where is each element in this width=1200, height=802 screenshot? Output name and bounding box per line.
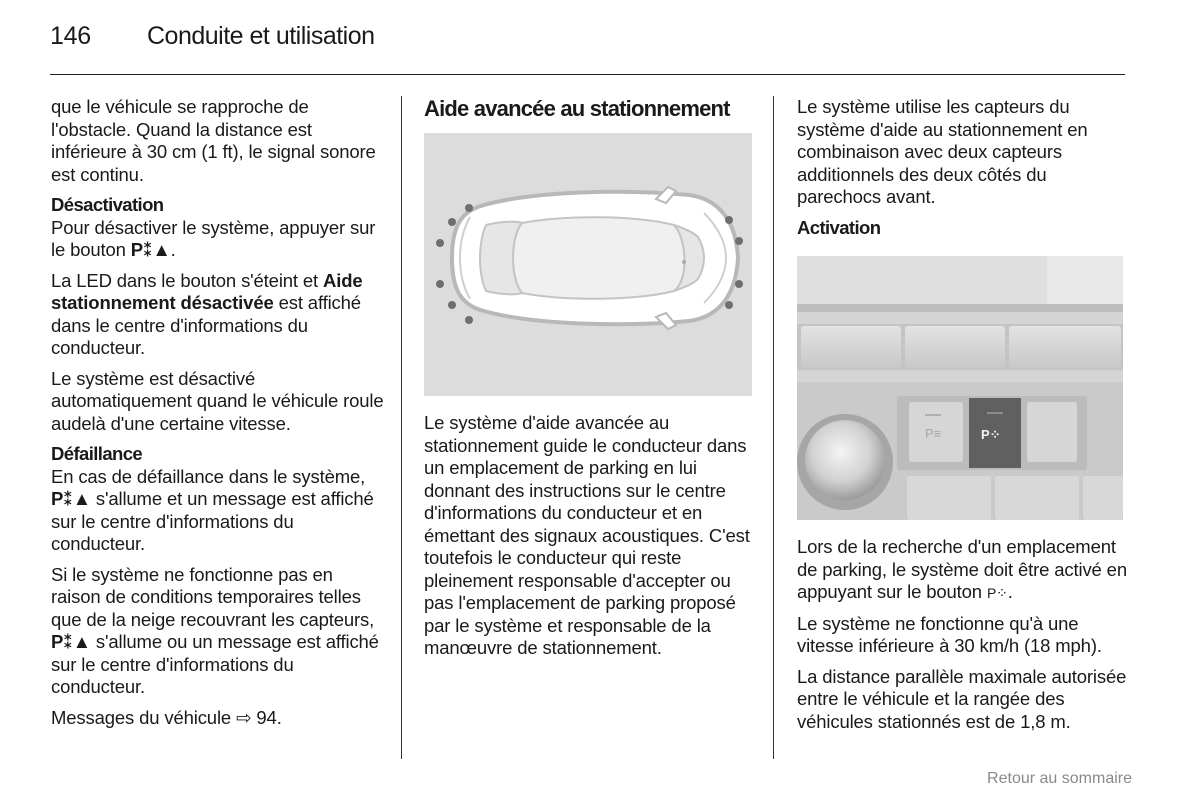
column-1	[51, 96, 386, 737]
advanced-park-assist-text	[424, 412, 759, 668]
section-title: Conduite et utilisation	[147, 22, 375, 50]
park-button-icon: P⁑▲	[51, 631, 91, 652]
page-number: 146	[50, 22, 91, 50]
activation-button-photo	[797, 256, 1123, 520]
column-3	[797, 96, 1132, 239]
deactivation-paragraph-2: La LED dans le bouton s'éteint et Aide stationnement désactivée est affiché dans le centre d'informations du conducteur.	[51, 269, 363, 358]
back-to-contents-link[interactable]: Retour au sommaire	[987, 770, 1132, 787]
reference-arrow-icon: ⇨	[236, 706, 252, 728]
advanced-park-assist-heading: Aide avancée au stationnement	[424, 96, 730, 121]
failure-paragraph-1: En cas de défaillance dans le système, P⁑▲ s'allume et un message est affiché sur le centre d'informations du conducteur.	[51, 465, 374, 554]
svg-text:P≡: P≡	[925, 426, 942, 441]
deactivation-paragraph-3: Le système est désactivé automatiquement quand le véhicule roule audelà d'une certaine vitesse.	[51, 367, 384, 434]
activation-heading: Activation	[797, 216, 881, 238]
activation-paragraph-3: La distance parallèle maximale autorisée entre le véhicule et la rangée des véhicules stationnés est de 1,8 m.	[797, 665, 1127, 732]
park-assist-icon: P⁘	[986, 585, 1008, 601]
sensors-paragraph: Le système utilise les capteurs du système d'aide au stationnement en combinaison avec deux capteurs additionnels des deux côtés du parechocs avant.	[797, 96, 1088, 207]
obstacle-paragraph: que le véhicule se rapproche de l'obstacle. Quand la distance est inférieure à 30 cm (1 ft), le signal sonore est continu.	[51, 96, 376, 185]
advanced-park-assist-paragraph: Le système d'aide avancée au stationnement guide le conducteur dans un emplacement de parking en lui donnant des instructions sur le centre d'informations du conducteur et en émettant des signaux acoustiques. C'est toutefois le conducteur qui reste pleinement responsable d'accepter ou pas l'emplacement de parking proposé par le système et responsable de la manœuvre de stationnement.	[424, 412, 750, 658]
vehicle-messages-reference[interactable]: Messages du véhicule ⇨ 94.	[51, 706, 282, 728]
activation-paragraph-1: Lors de la recherche d'un emplacement de parking, le système doit être activé en appuyant sur le bouton P⁘.	[797, 536, 1127, 602]
activation-paragraph-2: Le système ne fonctionne qu'à une vitesse inférieure à 30 km/h (18 mph).	[797, 612, 1102, 656]
park-button-icon: P⁑▲	[130, 239, 171, 260]
car-sensor-illustration	[424, 133, 752, 396]
svg-text:P⁘: P⁘	[981, 427, 1001, 442]
park-button-icon: P⁑▲	[51, 488, 91, 509]
activation-text	[797, 536, 1132, 741]
failure-heading: Défaillance	[51, 443, 143, 464]
column-divider-2	[773, 96, 774, 759]
column-divider-1	[401, 96, 402, 759]
deactivated-message: Aide stationnement désactivée	[51, 269, 363, 313]
deactivation-paragraph-1: Pour désactiver le système, appuyer sur le bouton P⁑▲.	[51, 216, 376, 260]
deactivation-heading: Désactivation	[51, 194, 164, 215]
failure-paragraph-2: Si le système ne fonctionne pas en raison de conditions temporaires telles que de la neige recouvrant les capteurs, P⁑▲ s'allume ou un message est affiché sur le centre d'informations du conducteur.	[51, 563, 379, 697]
header-rule	[50, 74, 1125, 75]
